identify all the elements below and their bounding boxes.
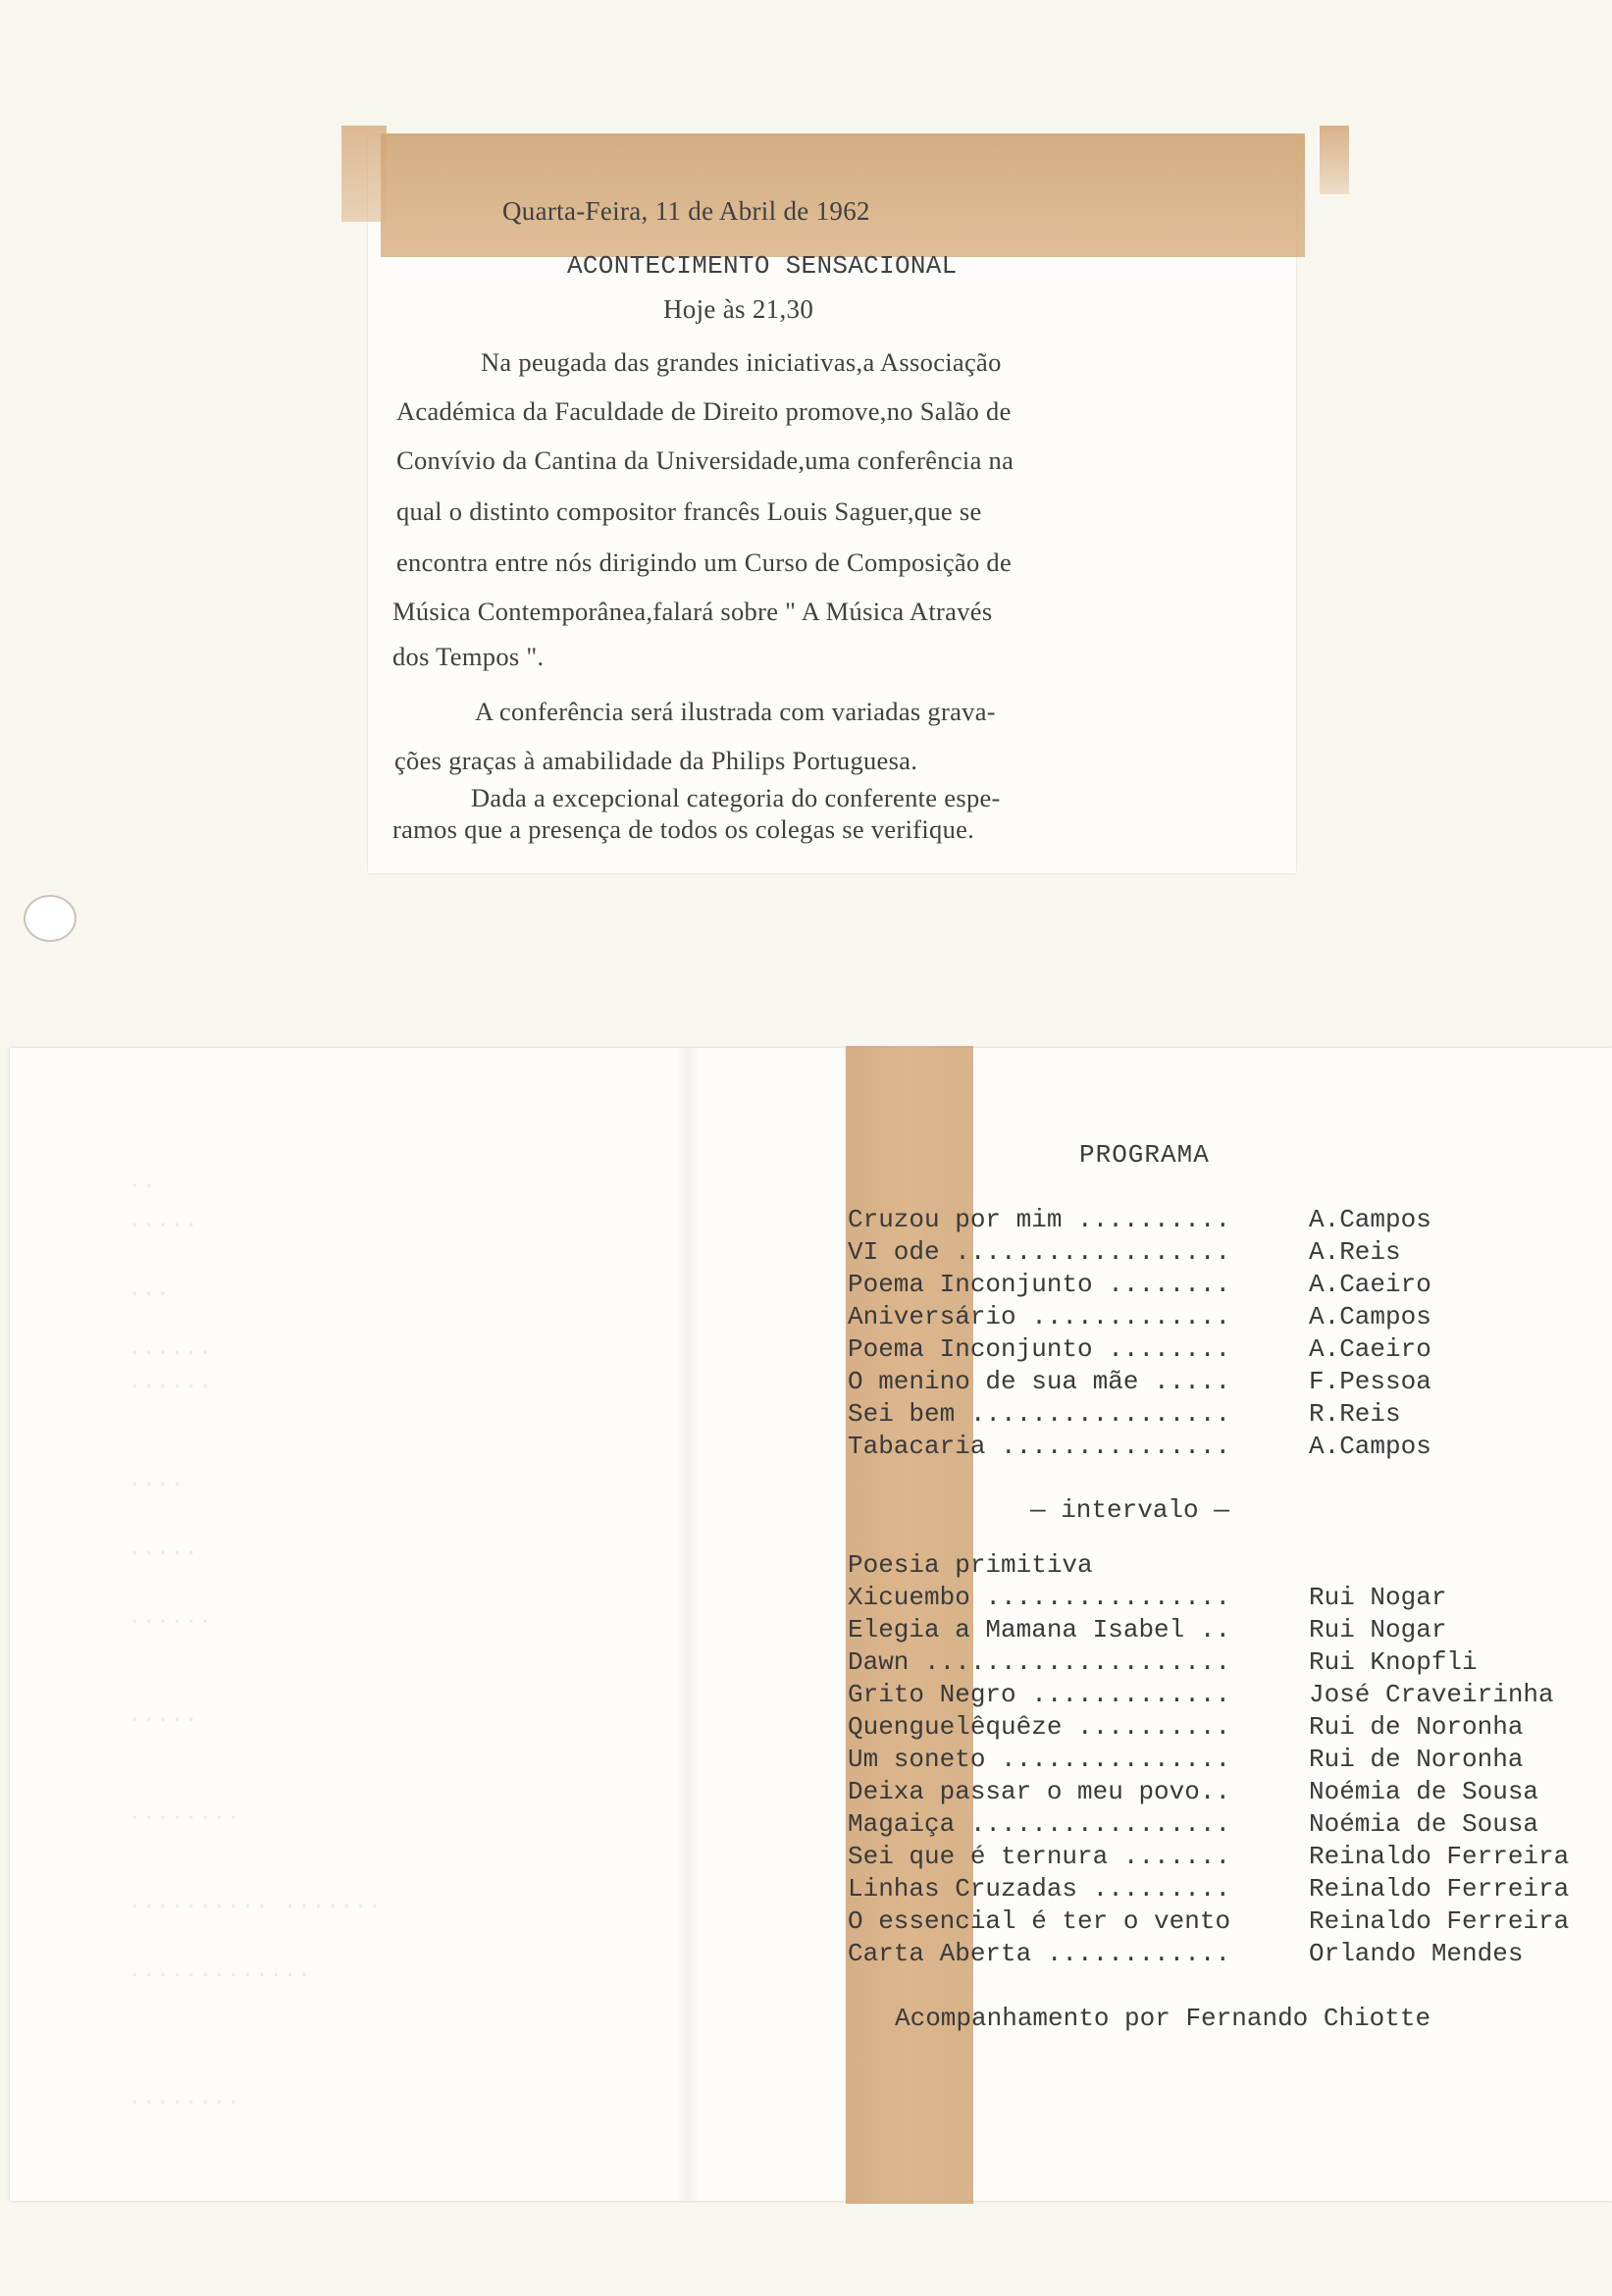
bleed-through-mark: ······	[128, 1609, 213, 1636]
adhesive-tape-top	[381, 133, 1305, 257]
poem-title: Cruzou por mim ..........	[848, 1205, 1231, 1234]
clipping-date-line: Quarta-Feira, 11 de Abril de 1962	[502, 196, 870, 226]
poem-title: Magaiça .................	[848, 1809, 1231, 1839]
clipping-body-line: ramos que a presença de todos os colegas se verifique.	[392, 814, 975, 844]
poem-author: A.Caeiro	[1309, 1270, 1431, 1299]
bleed-through-mark: ·····	[128, 1540, 199, 1567]
bleed-through-mark: ·····	[128, 1707, 199, 1734]
poem-author: A.Campos	[1309, 1205, 1431, 1234]
bleed-through-mark: ·········· ·······	[128, 1894, 383, 1920]
poem-title: VI ode ..................	[848, 1237, 1231, 1267]
clipping-body-line: Convívio da Cantina da Universidade,uma conferência na	[396, 445, 1014, 475]
poem-author: Orlando Mendes	[1309, 1939, 1524, 1968]
clipping-body-line: Académica da Faculdade de Direito promove,no Salão de	[396, 396, 1012, 426]
program-entry	[848, 1270, 1612, 1302]
poem-title: Xicuembo ................	[848, 1583, 1231, 1612]
poem-title: Sei que é ternura .......	[848, 1842, 1231, 1871]
clipping-body-line: qual o distinto compositor francês Louis Saguer,que se	[396, 496, 982, 526]
program-entry	[848, 1809, 1612, 1842]
bleed-through-mark: ······	[128, 1340, 213, 1367]
program-entry	[848, 1906, 1612, 1939]
poem-title: Um soneto ...............	[848, 1745, 1231, 1774]
poem-title: Grito Negro .............	[848, 1680, 1231, 1709]
program-entry	[848, 1302, 1612, 1334]
poem-title: O menino de sua mãe .....	[848, 1367, 1231, 1396]
poem-title: Dawn ....................	[848, 1647, 1231, 1677]
poem-title: Elegia a Mamana Isabel ..	[848, 1615, 1231, 1644]
program-entry	[848, 1399, 1612, 1432]
accompaniment-line: Acompanhamento por Fernando Chiotte	[895, 2004, 1431, 2033]
bleed-through-mark: ··	[128, 1174, 156, 1200]
poem-author: R.Reis	[1309, 1399, 1401, 1429]
poem-title: Poema Inconjunto ........	[848, 1270, 1231, 1299]
bleed-through-mark: ·············	[128, 1962, 312, 1989]
program-entry	[848, 1237, 1612, 1270]
program-entry	[848, 1745, 1612, 1777]
poem-title: Poesia primitiva	[848, 1550, 1093, 1580]
poem-author: A.Caeiro	[1309, 1334, 1431, 1364]
poem-title: O essencial é ter o vento	[848, 1906, 1231, 1936]
poem-title: Poema Inconjunto ........	[848, 1334, 1231, 1364]
poem-author: Reinaldo Ferreira	[1309, 1874, 1570, 1904]
program-entry	[848, 1583, 1612, 1615]
bleed-through-mark: ·····	[128, 1213, 199, 1239]
poem-author: A.Campos	[1309, 1432, 1431, 1461]
program-entry	[848, 1367, 1612, 1399]
program-entry	[848, 1432, 1612, 1464]
program-entry	[848, 1842, 1612, 1874]
poem-author: Rui Nogar	[1309, 1583, 1447, 1612]
poem-author: A.Reis	[1309, 1237, 1401, 1267]
program-entry	[848, 1874, 1612, 1906]
program-entry	[848, 1939, 1612, 1971]
clipping-body-line: Música Contemporânea,falará sobre " A Música Através	[392, 597, 993, 626]
poem-author: Noémia de Sousa	[1309, 1809, 1539, 1839]
adhesive-tape-right-remnant	[1320, 126, 1349, 194]
program-title: PROGRAMA	[1079, 1140, 1210, 1170]
poem-author: Rui de Noronha	[1309, 1745, 1524, 1774]
bleed-through-mark: ······	[128, 1374, 213, 1400]
clipping-body-line: ções graças à amabilidade da Philips Portuguesa.	[394, 746, 918, 775]
adhesive-tape-left-remnant	[341, 126, 387, 222]
clipping-body-line: A conferência será ilustrada com variadas grava-	[475, 697, 996, 726]
program-entry	[848, 1777, 1612, 1809]
bleed-through-mark: ········	[128, 1805, 241, 1832]
poem-author: A.Campos	[1309, 1302, 1431, 1331]
program-entry	[848, 1615, 1612, 1647]
clipping-body-line: encontra entre nós dirigindo um Curso de Composição de	[396, 548, 1013, 577]
program-entry	[848, 1712, 1612, 1745]
bleed-through-mark: ····	[128, 1472, 184, 1498]
poem-title: Carta Aberta ............	[848, 1939, 1231, 1968]
clipping-headline: ACONTECIMENTO SENSACIONAL	[567, 251, 958, 281]
paper-hole-mark	[24, 895, 77, 942]
poem-author: Rui de Noronha	[1309, 1712, 1524, 1742]
intermission-label: — intervalo —	[1030, 1495, 1229, 1525]
clipping-time-line: Hoje às 21,30	[663, 294, 814, 324]
poem-title: Tabacaria ...............	[848, 1432, 1231, 1461]
poem-title: Linhas Cruzadas .........	[848, 1874, 1231, 1904]
poem-author: Reinaldo Ferreira	[1309, 1842, 1570, 1871]
poem-author: Rui Knopfli	[1309, 1647, 1478, 1677]
program-entry	[848, 1334, 1612, 1367]
poem-author: Noémia de Sousa	[1309, 1777, 1539, 1806]
poem-author: Rui Nogar	[1309, 1615, 1447, 1644]
clipping-body-line: dos Tempos ".	[392, 642, 545, 671]
program-entry	[848, 1205, 1612, 1237]
program-entry	[848, 1680, 1612, 1712]
bleed-through-mark: ···	[128, 1281, 171, 1308]
program-entry	[848, 1647, 1612, 1680]
poem-title: Deixa passar o meu povo..	[848, 1777, 1231, 1806]
clipping-body-line: Dada a excepcional categoria do conferente espe-	[471, 783, 1001, 812]
poem-title: Sei bem .................	[848, 1399, 1231, 1429]
program-section-heading	[848, 1550, 1612, 1583]
poem-author: Reinaldo Ferreira	[1309, 1906, 1570, 1936]
sheet-fold	[677, 1048, 699, 2201]
poem-title: Quenguelêquêze ..........	[848, 1712, 1231, 1742]
poem-author: F.Pessoa	[1309, 1367, 1431, 1396]
clipping-body-line: Na peugada das grandes iniciativas,a Associação	[481, 347, 1002, 377]
poem-title: Aniversário .............	[848, 1302, 1231, 1331]
poem-author: José Craveirinha	[1309, 1680, 1554, 1709]
bleed-through-mark: ········	[128, 2090, 241, 2116]
